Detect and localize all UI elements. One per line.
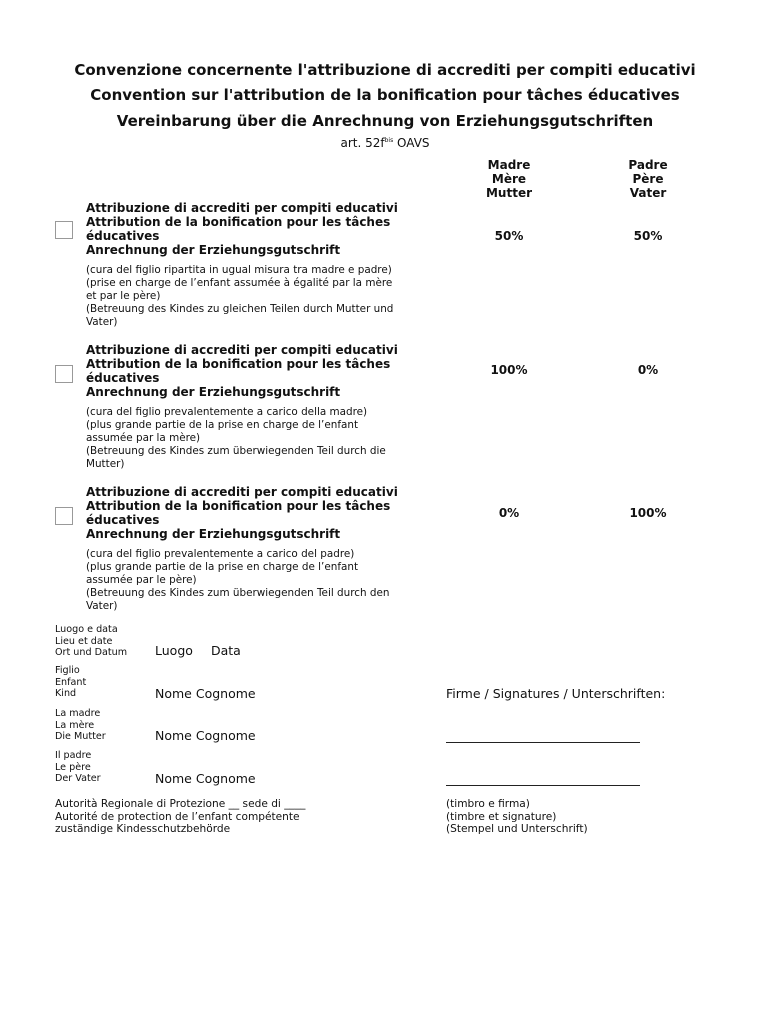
option-note-line: Vater) xyxy=(86,600,118,612)
option-3-note xyxy=(86,548,441,613)
option-1-father-percent: 50% xyxy=(633,229,663,243)
father-signature-line[interactable] xyxy=(446,785,640,786)
father-name-field[interactable]: Nome Cognome xyxy=(155,771,256,786)
option-note-line: et par le père) xyxy=(86,290,161,302)
column-father-de: Vater xyxy=(629,186,667,200)
option-title-line: Attribution de la bonification pour les tâches xyxy=(86,499,391,513)
place-date-label xyxy=(55,624,127,659)
authority-line-it: Autorità Regionale di Protezione __ sede di ____ xyxy=(55,798,306,810)
date-field[interactable]: Data xyxy=(211,643,241,658)
column-father-it: Padre xyxy=(628,158,668,172)
stamp-line-de: (Stempel und Unterschrift) xyxy=(446,823,588,835)
title-french: Convention sur l'attribution de la bonification pour tâches éducatives xyxy=(90,86,680,104)
column-mother-de: Mutter xyxy=(485,186,532,200)
option-title-line: éducatives xyxy=(86,513,160,527)
stamp-line-it: (timbro e firma) xyxy=(446,798,530,810)
option-note-line: (plus grande partie de la prise en charge de l’enfant xyxy=(86,419,359,431)
option-note-line: Mutter) xyxy=(86,458,125,470)
signatures-label: Firme / Signatures / Unterschriften: xyxy=(446,686,666,701)
option-note-line: (Betreuung des Kindes zu gleichen Teilen durch Mutter und xyxy=(86,303,394,315)
child-label-fr: Enfant xyxy=(55,676,87,688)
option-note-line: (plus grande partie de la prise en charge de l’enfant xyxy=(86,561,359,573)
place-field[interactable]: Luogo xyxy=(155,643,193,658)
column-header-father xyxy=(608,158,688,200)
authority-line-de: zuständige Kindesschutzbehörde xyxy=(55,823,231,835)
child-name-field[interactable]: Nome Cognome xyxy=(155,686,256,701)
option-note-line: (Betreuung des Kindes zum überwiegenden Teil durch die xyxy=(86,445,386,457)
option-title-line: Attribuzione di accrediti per compiti educativi xyxy=(86,343,398,357)
column-header-mother xyxy=(469,158,549,200)
option-1-note xyxy=(86,264,441,329)
option-3-mother-percent: 0% xyxy=(498,506,520,520)
option-note-line: (cura del figlio ripartita in ugual misura tra madre e padre) xyxy=(86,264,392,276)
option-note-line: (Betreuung des Kindes zum überwiegenden Teil durch den xyxy=(86,587,390,599)
mother-label xyxy=(55,708,106,743)
mother-name-field[interactable]: Nome Cognome xyxy=(155,728,256,743)
column-mother-it: Madre xyxy=(487,158,531,172)
option-3-checkbox[interactable] xyxy=(55,507,73,525)
option-1-mother-percent: 50% xyxy=(494,229,524,243)
option-note-line: Vater) xyxy=(86,316,118,328)
place-date-label-it: Luogo e data xyxy=(55,624,118,635)
option-1-checkbox[interactable] xyxy=(55,221,73,239)
title-german: Vereinbarung über die Anrechnung von Erziehungsgutschriften xyxy=(116,112,654,130)
place-date-label-de: Ort und Datum xyxy=(55,647,128,658)
option-title-line: Anrechnung der Erziehungsgutschrift xyxy=(86,385,341,399)
column-mother-fr: Mère xyxy=(491,172,527,186)
article-suffix: OAVS xyxy=(393,136,430,150)
option-2-note xyxy=(86,406,441,471)
option-2-mother-percent: 100% xyxy=(490,363,528,377)
stamp-block xyxy=(446,798,588,836)
father-label xyxy=(55,750,101,785)
article-prefix: art. 52f xyxy=(340,136,385,150)
option-note-line: (cura del figlio prevalentemente a carico del padre) xyxy=(86,548,355,560)
option-2-title xyxy=(86,343,431,399)
mother-label-it: La madre xyxy=(55,708,101,719)
option-title-line: Attribuzione di accrediti per compiti educativi xyxy=(86,201,398,215)
father-label-it: Il padre xyxy=(55,750,92,761)
authority-line-fr: Autorité de protection de l’enfant compétente xyxy=(55,810,300,823)
option-title-line: Attribution de la bonification pour les tâches xyxy=(86,215,391,229)
mother-signature-line[interactable] xyxy=(446,742,640,743)
option-title-line: éducatives xyxy=(86,371,160,385)
option-2-checkbox[interactable] xyxy=(55,365,73,383)
mother-label-de: Die Mutter xyxy=(55,731,106,742)
column-father-fr: Père xyxy=(632,172,664,186)
place-date-label-fr: Lieu et date xyxy=(55,635,113,647)
stamp-line-fr: (timbre et signature) xyxy=(446,810,557,823)
child-label-it: Figlio xyxy=(55,665,80,676)
option-3-father-percent: 100% xyxy=(629,506,667,520)
child-label xyxy=(55,665,86,700)
father-label-fr: Le père xyxy=(55,761,91,773)
authority-block xyxy=(55,798,305,836)
option-3-title xyxy=(86,485,431,541)
title-italian: Convenzione concernente l'attribuzione di accrediti per compiti educativi xyxy=(74,61,696,79)
option-note-line: assumée par la mère) xyxy=(86,432,201,444)
option-1-title xyxy=(86,201,431,257)
child-label-de: Kind xyxy=(55,688,77,699)
option-note-line: (cura del figlio prevalentemente a carico della madre) xyxy=(86,406,368,418)
option-title-line: Attribuzione di accrediti per compiti educativi xyxy=(86,485,398,499)
article-superscript: bis xyxy=(384,137,394,144)
option-note-line: (prise en charge de l’enfant assumée à égalité par la mère xyxy=(86,277,393,289)
mother-label-fr: La mère xyxy=(55,719,95,731)
article-reference xyxy=(0,136,770,150)
option-note-line: assumée par le père) xyxy=(86,574,197,586)
option-title-line: Attribution de la bonification pour les tâches xyxy=(86,357,391,371)
father-label-de: Der Vater xyxy=(55,773,101,784)
option-title-line: Anrechnung der Erziehungsgutschrift xyxy=(86,243,341,257)
option-title-line: Anrechnung der Erziehungsgutschrift xyxy=(86,527,341,541)
option-title-line: éducatives xyxy=(86,229,160,243)
option-2-father-percent: 0% xyxy=(637,363,659,377)
